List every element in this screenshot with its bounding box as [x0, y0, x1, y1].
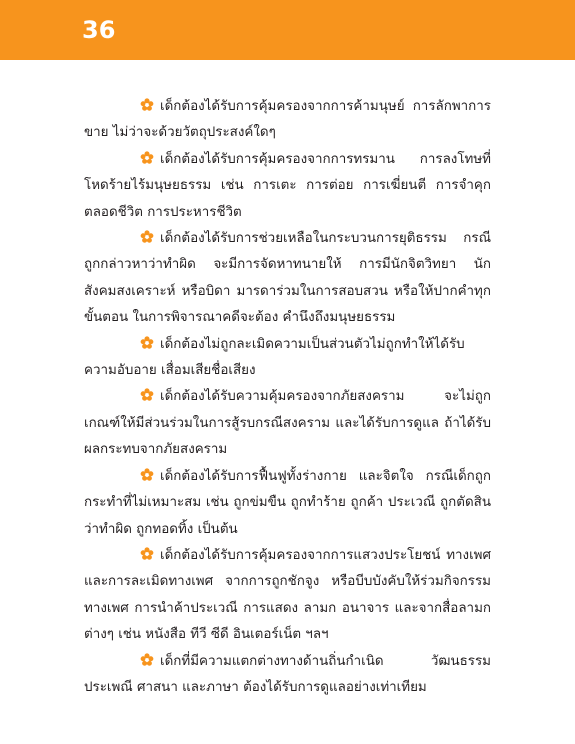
rights-item-text: เด็กต้องไม่ถูกละเมิดความเป็นส่วนตัวไม่ถูกทำให้ได้รับความอับอาย เสื่อมเสียชื่อเสียง: [84, 336, 465, 379]
rights-item: [84, 464, 491, 543]
rights-item: [84, 332, 491, 385]
rights-item: [84, 147, 491, 226]
flower-icon: [140, 334, 154, 348]
rights-item: [84, 649, 491, 702]
rights-item-text: เด็กต้องได้รับการฟื้นฟูทั้งร่างกาย และจิตใจ กรณีเด็กถูกกระทำที่ไม่เหมาะสม เช่น ถูกข่มขืน ถูกทำร้าย ถูกค้า ประเวณี ถูกตัดสินว่าทำผิด ถูกทอดทิ้ง เป็นต้น: [84, 468, 491, 537]
flower-icon: [140, 96, 154, 110]
rights-item: [84, 384, 491, 463]
rights-item: [84, 226, 491, 332]
page-header-bar: [0, 0, 575, 60]
rights-item-text: เด็กต้องได้รับการคุ้มครองจากการค้ามนุษย์ การลักพาการขาย ไม่ว่าจะด้วยวัตถุประสงค์ใดๆ: [84, 99, 491, 141]
flower-icon: [140, 149, 154, 163]
rights-item: [84, 543, 491, 649]
flower-icon: [140, 545, 154, 559]
page-number: 36: [82, 16, 116, 44]
rights-list: [84, 94, 491, 701]
flower-icon: [140, 651, 154, 665]
rights-item-text: เด็กต้องได้รับการคุ้มครองจากการทรมาน การลงโทษที่โหดร้ายไร้มนุษยธรรม เช่น การเตะ การต่อย การเฆี่ยนตี การจำคุกตลอดชีวิต การประหารชีวิต: [84, 151, 491, 220]
rights-item-text: เด็กต้องได้รับการช่วยเหลือในกระบวนการยุติธรรม กรณีถูกกล่าวหาว่าทำผิด จะมีการจัดหาทนายให้ การมีนักจิตวิทยา นักสังคมสงเคราะห์ หรือบิดา มารดาร่วมในการสอบสวน หรือให้ปากคำทุกขั้นตอน ในการพิจารณาคดีจะต้อง คำนึงถึงมนุษยธรรม: [84, 231, 491, 326]
flower-icon: [140, 228, 154, 242]
flower-icon: [140, 386, 154, 400]
flower-icon: [140, 466, 154, 480]
rights-item-text: เด็กที่มีความแตกต่างทางด้านถิ่นกำเนิด วัฒนธรรม ประเพณี ศาสนา และภาษา ต้องได้รับการดูแลอย่างเท่าเทียม: [84, 653, 491, 695]
rights-item-text: เด็กต้องได้รับความคุ้มครองจากภัยสงคราม จะไม่ถูกเกณฑ์ให้มีส่วนร่วมในการสู้รบกรณีสงคราม และได้รับการดูแล ถ้าได้รับผลกระทบจากภัยสงคราม: [84, 389, 491, 458]
rights-item: [84, 94, 491, 147]
rights-item-text: เด็กต้องได้รับการคุ้มครองจากการแสวงประโยชน์ ทางเพศและการละเมิดทางเพศ จากการถูกชักจูง หรือบีบบังคับให้ร่วมกิจกรรมทางเพศ การนำค้าประเวณี การแสดง ลามก อนาจาร และจากสื่อลามกต่างๆ เช่น หนังสือ ทีวี ซีดี อินเตอร์เน็ต ฯลฯ: [84, 547, 491, 643]
